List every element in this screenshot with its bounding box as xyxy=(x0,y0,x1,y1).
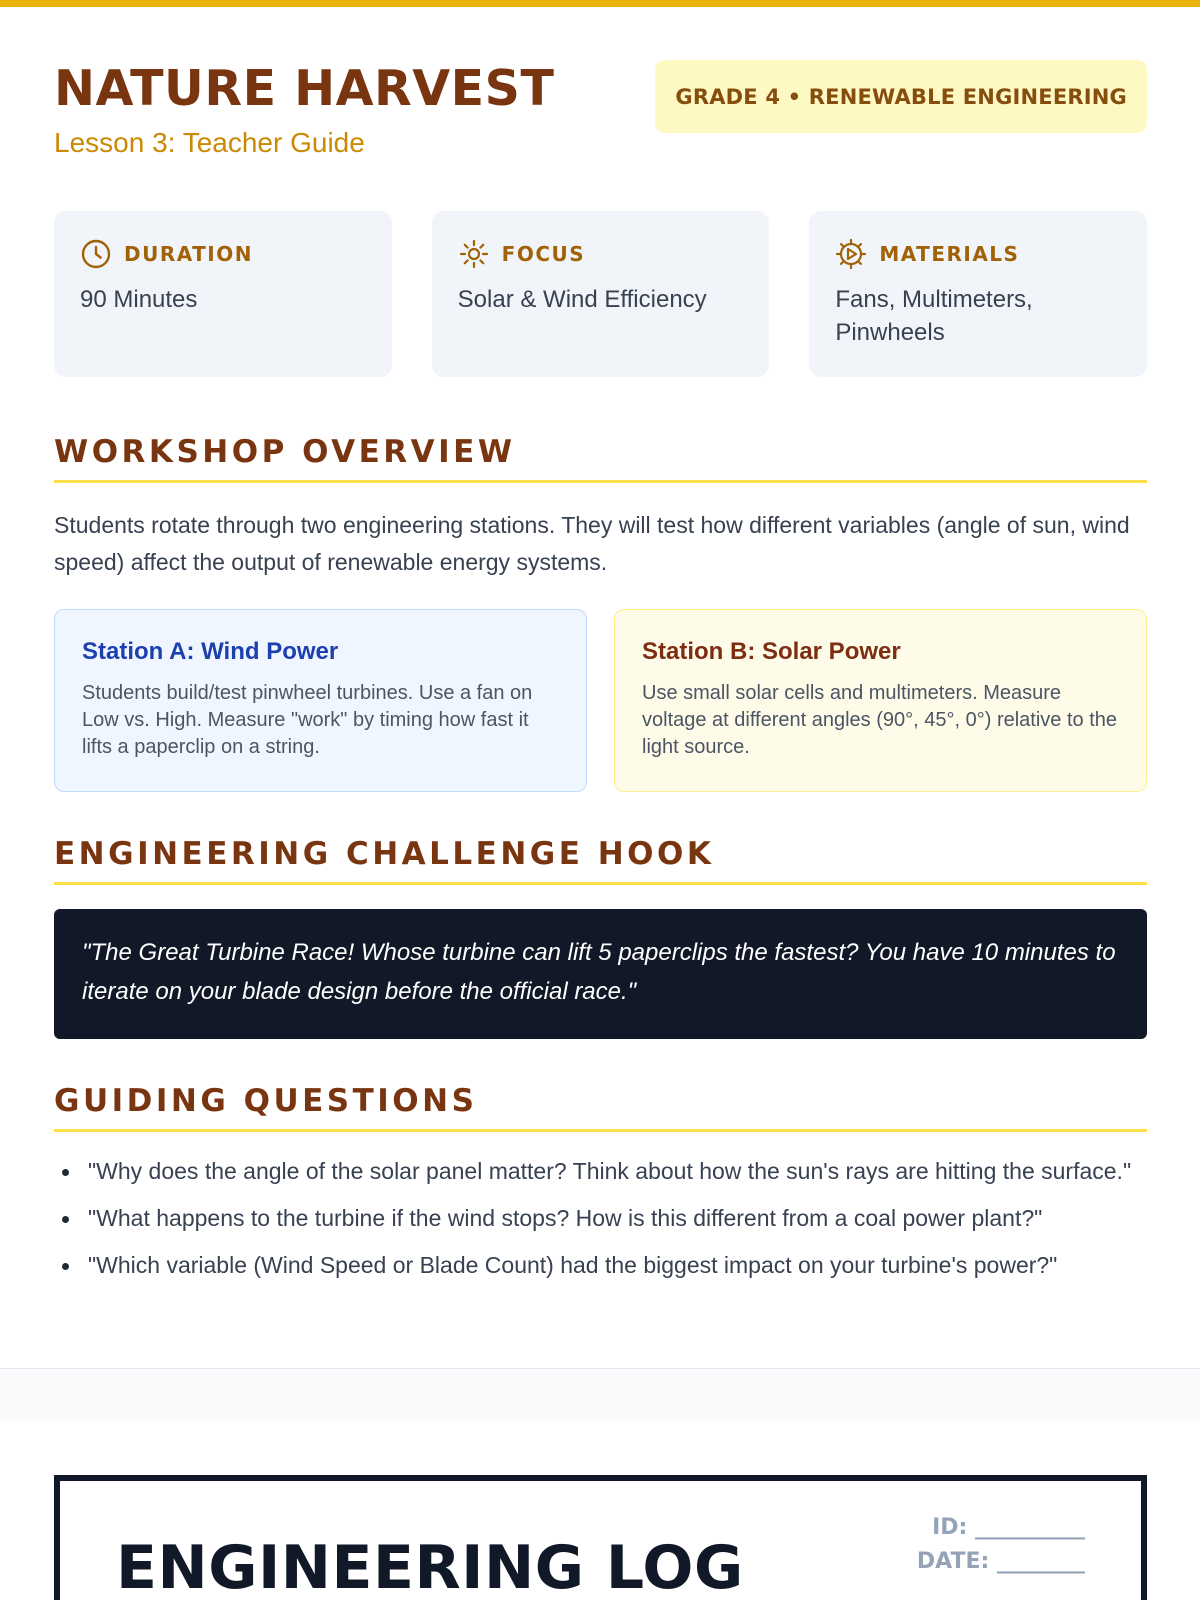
log-fields xyxy=(917,1511,1085,1579)
card-value: 90 Minutes xyxy=(80,286,198,313)
sun-icon xyxy=(458,238,490,270)
log-title: ENGINEERING LOG xyxy=(116,1533,744,1600)
card-value: Fans, Multimeters, Pinwheels xyxy=(835,286,1033,346)
list-item: "Which variable (Wind Speed or Blade Count) had the biggest impact on your turbine's power?" xyxy=(54,1249,1147,1282)
station-description: Students build/test pinwheel turbines. Use a fan on Low vs. High. Measure "work" by timing how fast it lifts a paperclip on a string. xyxy=(82,682,533,758)
section-heading-questions: GUIDING QUESTIONS xyxy=(54,1083,1147,1132)
page-subtitle: Lesson 3: Teacher Guide xyxy=(54,127,365,158)
page-header xyxy=(54,60,1147,170)
engineering-log-sheet xyxy=(54,1475,1147,1600)
guiding-questions-list xyxy=(54,1155,1147,1296)
challenge-hook-quote: "The Great Turbine Race! Whose turbine can lift 5 paperclips the fastest? You have 10 minutes to iterate on your blade design before the official race." xyxy=(54,909,1147,1039)
id-field: ID: __________ xyxy=(932,1515,1085,1540)
section-heading-overview: WORKSHOP OVERVIEW xyxy=(54,434,1147,483)
overview-text: Students rotate through two engineering stations. They will test how different variables (angle of sun, wind speed) affect the output of renewable energy systems. xyxy=(54,512,1130,575)
info-cards xyxy=(54,211,1147,377)
card-value: Solar & Wind Efficiency xyxy=(457,286,707,313)
date-field: DATE: ________ xyxy=(916,1549,1085,1574)
info-card-focus xyxy=(432,211,770,377)
card-label: MATERIALS xyxy=(879,242,1020,266)
station-title: Station B: Solar Power xyxy=(642,638,901,665)
station-description: Use small solar cells and multimeters. Measure voltage at different angles (90°, 45°, 0°) relative to the light source. xyxy=(642,682,1118,758)
station-title: Station A: Wind Power xyxy=(82,638,339,665)
info-card-duration xyxy=(54,211,392,377)
card-label: DURATION xyxy=(124,242,253,266)
stations xyxy=(54,609,1147,792)
section-heading-hook: ENGINEERING CHALLENGE HOOK xyxy=(54,836,1147,885)
list-item: "Why does the angle of the solar panel matter? Think about how the sun's rays are hitting the surface." xyxy=(54,1155,1147,1188)
page-break-band xyxy=(0,1368,1200,1421)
list-item: "What happens to the turbine if the wind stops? How is this different from a coal power plant?" xyxy=(54,1202,1147,1235)
page-title: NATURE HARVEST xyxy=(54,60,555,117)
card-label: FOCUS xyxy=(501,242,586,266)
info-card-materials xyxy=(809,211,1147,377)
clock-icon xyxy=(80,238,112,270)
grade-badge: GRADE 4 • RENEWABLE ENGINEERING xyxy=(655,60,1147,133)
station-card-solar xyxy=(614,609,1147,792)
station-card-wind xyxy=(54,609,587,792)
top-accent-bar xyxy=(0,0,1200,7)
gear-icon xyxy=(835,238,867,270)
